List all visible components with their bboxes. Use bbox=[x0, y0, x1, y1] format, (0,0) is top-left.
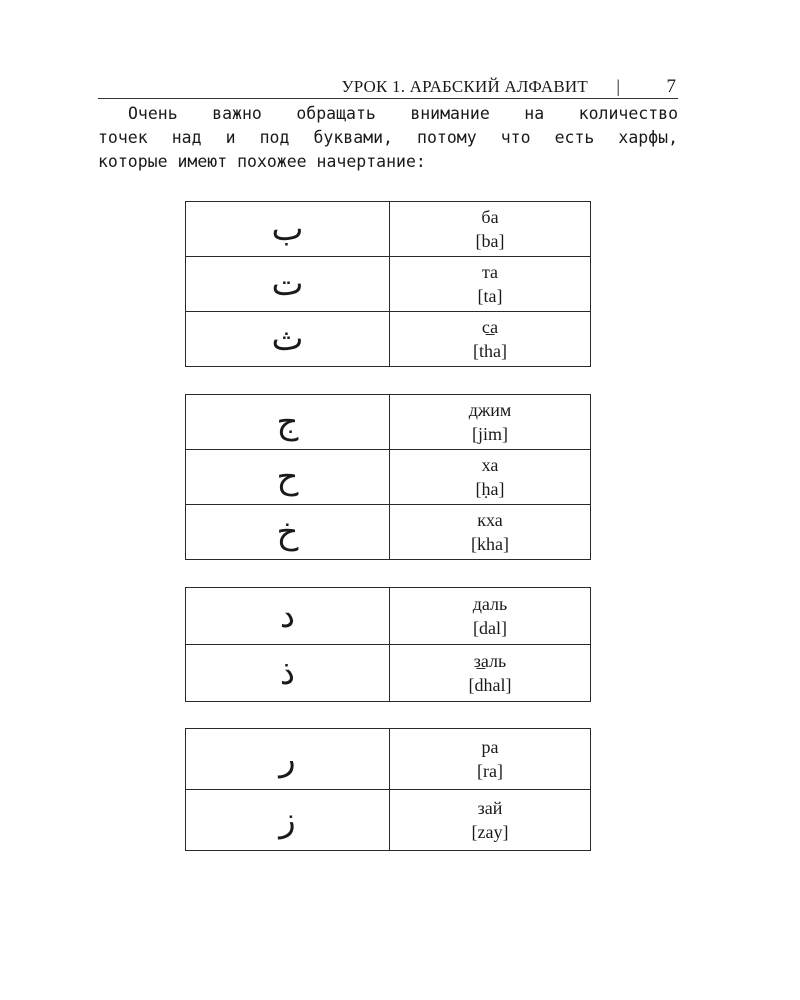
intro-paragraph bbox=[98, 102, 678, 174]
letter-name-cell bbox=[390, 729, 591, 790]
letter-transliteration: [tha] bbox=[473, 341, 507, 361]
letter-name: кха bbox=[477, 510, 503, 530]
letter-name-cell bbox=[390, 257, 591, 312]
arabic-letter: ت bbox=[186, 257, 390, 312]
letter-name-cell bbox=[390, 645, 591, 702]
letter-name-cell bbox=[390, 588, 591, 645]
letter-name: с̲а bbox=[481, 317, 499, 337]
letter-transliteration: [jim] bbox=[472, 424, 508, 444]
letter-name-cell bbox=[390, 790, 591, 851]
table-row bbox=[186, 312, 591, 367]
arabic-letter: ذ bbox=[186, 645, 390, 702]
letter-name: даль bbox=[472, 594, 508, 614]
arabic-letter: ج bbox=[186, 395, 390, 450]
arabic-letter: ب bbox=[186, 202, 390, 257]
table-row bbox=[186, 395, 591, 450]
letter-transliteration: [ḥa] bbox=[475, 479, 505, 499]
letter-transliteration: [ta] bbox=[477, 286, 503, 306]
intro-line: Очень важно обращать внимание на количество bbox=[128, 104, 678, 123]
page-number: 7 bbox=[666, 76, 676, 97]
table-row bbox=[186, 790, 591, 851]
letter-transliteration: [kha] bbox=[471, 534, 509, 554]
running-header bbox=[98, 76, 678, 99]
letter-name: джим bbox=[468, 400, 512, 420]
letter-table-ba-ta-tha bbox=[185, 201, 591, 367]
letter-name: ба bbox=[481, 207, 499, 227]
letter-name-cell bbox=[390, 395, 591, 450]
letter-transliteration: [zay] bbox=[471, 822, 509, 842]
letter-name: та bbox=[481, 262, 499, 282]
table-row bbox=[186, 257, 591, 312]
arabic-letter: ث bbox=[186, 312, 390, 367]
intro-line: которые имеют похожее начертание: bbox=[98, 152, 426, 171]
arabic-letter: د bbox=[186, 588, 390, 645]
letter-name: зай bbox=[477, 798, 503, 818]
arabic-letter: ر bbox=[186, 729, 390, 790]
letter-transliteration: [ra] bbox=[477, 761, 503, 781]
table-row bbox=[186, 202, 591, 257]
letter-transliteration: [dal] bbox=[473, 618, 507, 638]
letter-transliteration: [ba] bbox=[475, 231, 505, 251]
letter-table-dal-dhal bbox=[185, 587, 591, 702]
arabic-letter: ح bbox=[186, 450, 390, 505]
letter-name: ра bbox=[481, 737, 499, 757]
table-row bbox=[186, 588, 591, 645]
intro-line: точек над и под буквами, потому что есть харфы, bbox=[98, 128, 678, 147]
table-row bbox=[186, 645, 591, 702]
table-row bbox=[186, 450, 591, 505]
letter-name: з̲аль bbox=[473, 651, 507, 671]
letter-name-cell bbox=[390, 450, 591, 505]
letter-table-jim-ha-kha bbox=[185, 394, 591, 560]
letter-name: ха bbox=[481, 455, 499, 475]
letter-name-cell bbox=[390, 505, 591, 560]
chapter-title: УРОК 1. АРАБСКИЙ АЛФАВИТ bbox=[341, 77, 588, 96]
letter-transliteration: [dhal] bbox=[468, 675, 512, 695]
letter-table-ra-zay bbox=[185, 728, 591, 851]
arabic-letter: ز bbox=[186, 790, 390, 851]
table-row bbox=[186, 729, 591, 790]
letter-name-cell bbox=[390, 202, 591, 257]
header-separator: | bbox=[616, 76, 620, 96]
arabic-letter: خ bbox=[186, 505, 390, 560]
table-row bbox=[186, 505, 591, 560]
letter-name-cell bbox=[390, 312, 591, 367]
